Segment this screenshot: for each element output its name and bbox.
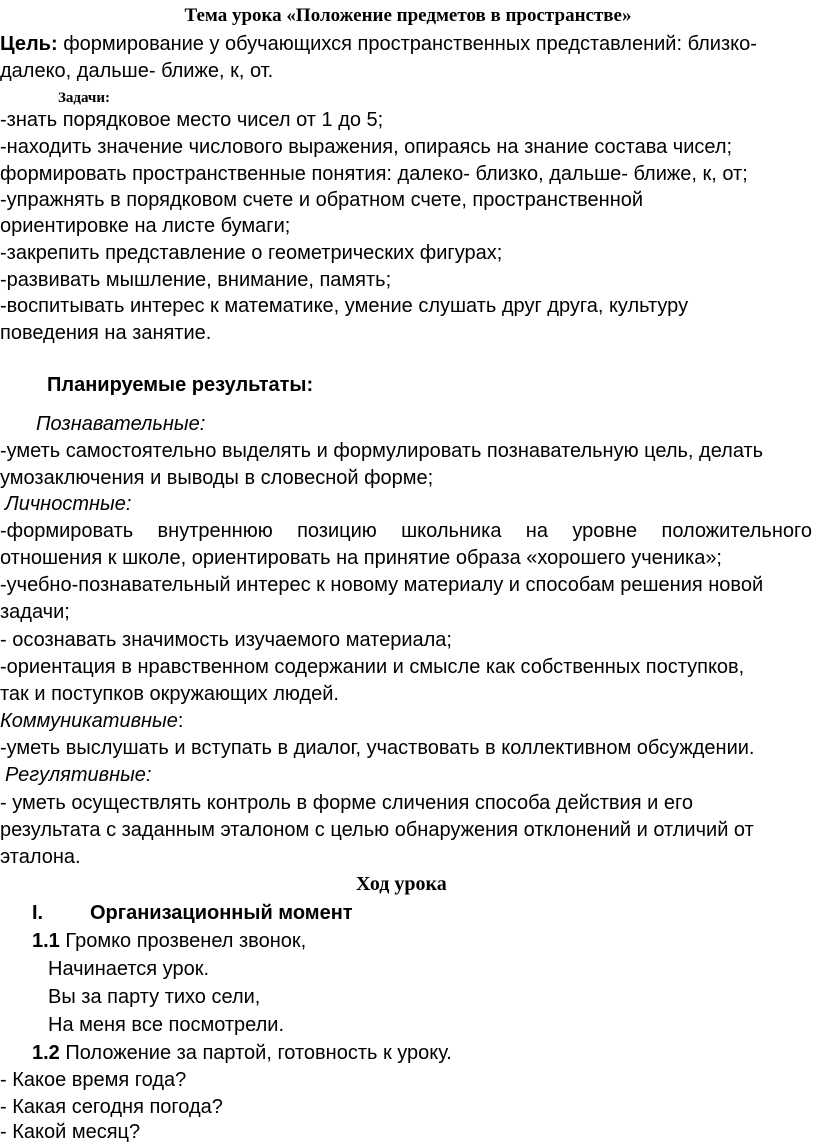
cognitive-line: умозаключения и выводы в словесной форме; <box>0 467 434 489</box>
regulatory-line: - уметь осуществлять контроль в форме сличения способа действия и его <box>0 792 693 814</box>
results-heading: Планируемые результаты: <box>47 374 314 396</box>
lesson-progress-heading: Ход урока <box>356 873 447 895</box>
goal-line-1 <box>0 30 757 58</box>
communicative-colon: : <box>177 710 184 732</box>
communicative-label-line <box>0 707 183 735</box>
personal-line: так и поступков окружающих людей. <box>0 683 339 705</box>
poem-line: На меня все посмотрели. <box>48 1014 285 1036</box>
poem-line: Громко прозвенел звонок, <box>59 930 307 952</box>
task-line: поведения на занятие. <box>0 322 212 344</box>
poem-line: Начинается урок. <box>48 958 209 980</box>
goal-label: Цель: <box>0 33 58 55</box>
communicative-line: -уметь выслушать и вступать в диалог, участвовать в коллективном обсуждении. <box>0 737 755 759</box>
personal-line: -учебно-познавательный интерес к новому материалу и способам решения новой <box>0 574 764 596</box>
item-number: 1.1 <box>32 930 60 952</box>
task-line: -закрепить представление о геометрических фигурах; <box>0 242 503 264</box>
task-line: -воспитывать интерес к математике, умение слушать друг друга, культуру <box>0 295 689 317</box>
personal-label: Личностные: <box>5 493 132 515</box>
item-1-1-line <box>32 927 306 955</box>
personal-line: отношения к школе, ориентировать на принятие образа «хорошего ученика»; <box>0 547 722 569</box>
poem-line: Вы за парту тихо сели, <box>48 986 261 1008</box>
question-line: - Какой месяц? <box>0 1121 141 1143</box>
personal-line: - осознавать значимость изучаемого материала; <box>0 629 452 651</box>
cognitive-line: -уметь самостоятельно выделять и формулировать познавательную цель, делать <box>0 440 764 462</box>
personal-line: -ориентация в нравственном содержании и смысле как собственных поступков, <box>0 656 745 678</box>
item-text: Положение за партой, готовность к уроку. <box>59 1042 452 1064</box>
section-title: Организационный момент <box>90 902 353 924</box>
item-1-2-line <box>32 1039 452 1067</box>
task-line: -знать порядковое место чисел от 1 до 5; <box>0 109 384 131</box>
question-line: - Какая сегодня погода? <box>0 1096 223 1118</box>
cognitive-label: Познавательные: <box>36 413 206 435</box>
task-line: -упражнять в порядковом счете и обратном счете, пространственной <box>0 189 644 211</box>
regulatory-line: результата с заданным эталоном с целью обнаружения отклонений и отличий от <box>0 819 754 841</box>
communicative-label: Коммуникативные <box>0 710 178 732</box>
goal-line-2: далеко, дальше- ближе, к, от. <box>0 60 274 82</box>
regulatory-line: эталона. <box>0 846 81 868</box>
personal-line: -формировать внутреннюю позицию школьника на уровне положительного <box>0 520 812 542</box>
tasks-heading: Задачи: <box>58 90 111 106</box>
question-line: - Какое время года? <box>0 1069 187 1091</box>
task-line: формировать пространственные понятия: далеко- близко, дальше- ближе, к, от; <box>0 163 748 185</box>
personal-line: задачи; <box>0 601 70 623</box>
lesson-title: Тема урока «Положение предметов в пространстве» <box>184 5 632 26</box>
item-number: 1.2 <box>32 1042 60 1064</box>
task-line: -находить значение числового выражения, опираясь на знание состава чисел; <box>0 136 733 158</box>
regulatory-label: Регулятивные: <box>5 764 152 786</box>
task-line: -развивать мышление, внимание, память; <box>0 269 392 291</box>
section-number: I. <box>32 902 44 924</box>
task-line: ориентировке на листе бумаги; <box>0 215 291 237</box>
goal-text-1: формирование у обучающихся пространственных представлений: близко- <box>57 33 757 55</box>
